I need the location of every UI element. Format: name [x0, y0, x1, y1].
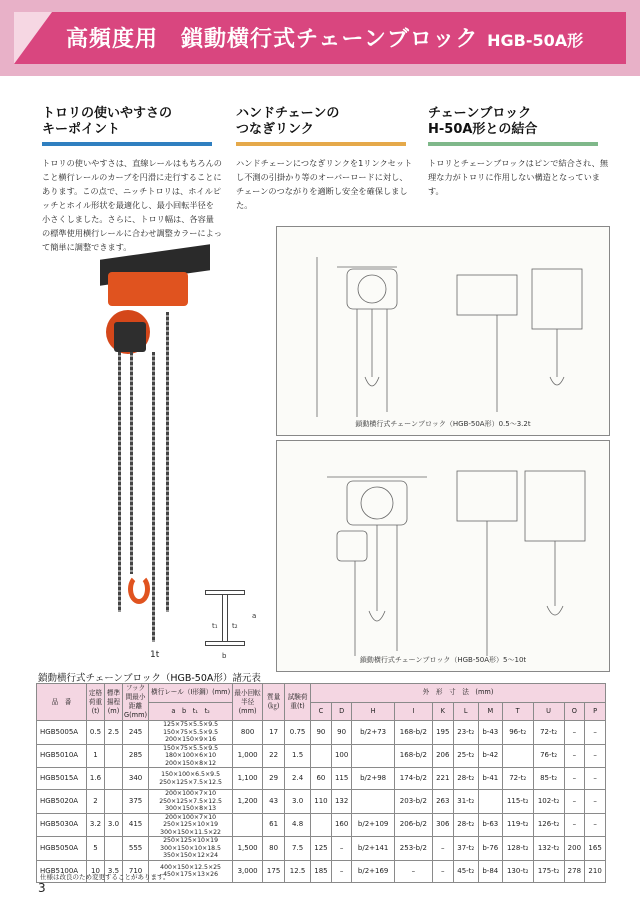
table-cell-d: 100 — [331, 744, 352, 768]
section-body: ハンドチェーンにつなぎリンクを1リンクセットし不測の引掛かり等のオーバーロードに対し、チェーンのつながりを適断し安全を確保しました。 — [236, 158, 413, 210]
ibeam-label-t2: t₂ — [232, 622, 238, 630]
table-cell-rail: 200×100×7×10 250×125×7.5×12.5 300×150×8×13 — [149, 790, 233, 814]
table-cell-o: – — [564, 721, 585, 745]
section-trolley — [42, 106, 222, 254]
hook-image — [128, 574, 150, 604]
hand-chain-image — [152, 352, 155, 642]
table-cell-c: 60 — [311, 768, 332, 790]
col-dim-p: P — [585, 702, 606, 721]
header-banner — [0, 0, 640, 76]
table-cell-d: 115 — [331, 768, 352, 790]
table-cell-k: 263 — [432, 790, 453, 814]
col-radius: 最小回転半径(mm) — [233, 684, 263, 721]
section-heading: チェーンブロック H-50A形との結合 — [428, 106, 538, 137]
table-cell-m: b-63 — [478, 813, 502, 837]
table-cell-d: 132 — [331, 790, 352, 814]
trolley-image — [108, 272, 188, 306]
table-cell-radius: 3,000 — [233, 860, 263, 882]
table-cell-d: – — [331, 860, 352, 882]
table-cell-h: b/2+98 — [352, 768, 394, 790]
table-cell-model: HGB5030A — [37, 813, 87, 837]
table-cell-h — [352, 790, 394, 814]
table-cell-h: b/2+169 — [352, 860, 394, 882]
table-cell-test: 3.0 — [285, 790, 311, 814]
table-cell-u: 102-t₂ — [533, 790, 564, 814]
table-cell-o: – — [564, 744, 585, 768]
table-cell-l: 28-t₂ — [453, 768, 478, 790]
table-cell-g: 285 — [123, 744, 149, 768]
table-cell-c: 185 — [311, 860, 332, 882]
col-dim-t: T — [502, 702, 533, 721]
table-cell-m: b-41 — [478, 768, 502, 790]
table-cell-l: 37-t₂ — [453, 837, 478, 861]
table-cell-u: 72-t₂ — [533, 721, 564, 745]
table-cell-m: b-42 — [478, 744, 502, 768]
table-cell-t: 72-t₂ — [502, 768, 533, 790]
table-cell-g: 710 — [123, 860, 149, 882]
table-cell-k: – — [432, 837, 453, 861]
table-cell-k: 195 — [432, 721, 453, 745]
table-cell-t: 115-t₂ — [502, 790, 533, 814]
table-cell-u: 76-t₂ — [533, 744, 564, 768]
table-cell-mass: 22 — [263, 744, 285, 768]
col-mass: 質量(㎏) — [263, 684, 285, 721]
table-cell-l: 31-t₂ — [453, 790, 478, 814]
title-text: 高頻度用 鎖動横行式チェーンブロック — [66, 27, 479, 52]
table-cell-rail: 150×75×5.5×9.5 180×100×6×10 200×150×8×12 — [149, 744, 233, 768]
photo-caption: 1t — [150, 650, 160, 660]
table-cell-i: 253-b/2 — [394, 837, 432, 861]
table-cell-k: 206 — [432, 744, 453, 768]
spec-table-title: 鎖動横行式チェーンブロック（HGB-50A形）諸元表 — [38, 673, 261, 684]
section-bar — [428, 142, 598, 146]
table-cell-mass: 29 — [263, 768, 285, 790]
table-cell-k: 221 — [432, 768, 453, 790]
table-cell-p: 210 — [585, 860, 606, 882]
table-cell-g: 555 — [123, 837, 149, 861]
table-cell-h: b/2+141 — [352, 837, 394, 861]
table-cell-lift — [105, 744, 123, 768]
table-cell-cap: 1 — [87, 744, 105, 768]
table-row — [37, 721, 606, 745]
drawing-caption: 鎖動横行式チェーンブロック（HGB-50A形）5〜10t — [359, 656, 527, 664]
section-body: トロリの使いやすさは、直線レールはもちろんのこと横行レールのカーブを円滑に走行することにあります。この点で、ニッチトロリは、ホイルピッチとホイル形状を最適化し、最小回転半径を小さくしました。さらに、トロリ幅は、各容量の標準使用横行レールに合わせ調整カラーによって簡単に調整できます。 — [42, 158, 222, 252]
table-cell-rail: 125×75×5.5×9.5 150×75×5.5×9.5 200×150×9×16 — [149, 721, 233, 745]
col-rail: 横行レール（I形鋼）(mm) — [149, 684, 233, 703]
table-cell-h: b/2+73 — [352, 721, 394, 745]
table-cell-i: 174-b/2 — [394, 768, 432, 790]
ibeam-web — [222, 595, 228, 641]
table-cell-cap: 0.5 — [87, 721, 105, 745]
table-cell-test: 4.8 — [285, 813, 311, 837]
table-cell-model: HGB5015A — [37, 768, 87, 790]
table-cell-m: b-43 — [478, 721, 502, 745]
table-cell-rail: 400×150×12.5×25 450×175×13×26 — [149, 860, 233, 882]
table-cell-l: 28-t₂ — [453, 813, 478, 837]
section-bar — [42, 142, 212, 146]
table-cell-g: 340 — [123, 768, 149, 790]
table-cell-test: 1.5 — [285, 744, 311, 768]
table-cell-radius: 1,100 — [233, 768, 263, 790]
table-cell-l: 23-t₂ — [453, 721, 478, 745]
col-dim-i: I — [394, 702, 432, 721]
table-cell-c: 110 — [311, 790, 332, 814]
table-cell-radius — [233, 813, 263, 837]
table-cell-rail: 250×125×10×19 300×150×10×18.5 350×150×12×24 — [149, 837, 233, 861]
table-cell-t: 96-t₂ — [502, 721, 533, 745]
technical-drawing-large — [276, 440, 610, 672]
table-cell-o: – — [564, 790, 585, 814]
col-dim-c: C — [311, 702, 332, 721]
page-number: 3 — [38, 881, 46, 895]
table-cell-t: 130-t₂ — [502, 860, 533, 882]
table-cell-d: 90 — [331, 721, 352, 745]
table-cell-o: – — [564, 768, 585, 790]
table-cell-h — [352, 744, 394, 768]
ibeam-diagram — [205, 590, 245, 646]
table-cell-c — [311, 813, 332, 837]
table-cell-l: 45-t₂ — [453, 860, 478, 882]
table-cell-c: 125 — [311, 837, 332, 861]
spec-table — [36, 683, 606, 883]
table-cell-p: – — [585, 790, 606, 814]
table-cell-o: 278 — [564, 860, 585, 882]
table-row — [37, 768, 606, 790]
ibeam-bottom-flange — [205, 641, 245, 646]
table-cell-test: 2.4 — [285, 768, 311, 790]
table-cell-d: 160 — [331, 813, 352, 837]
section-hand-chain — [236, 106, 414, 212]
technical-drawing-small — [276, 226, 610, 436]
col-rail-sub: a b t₁ t₂ — [149, 702, 233, 721]
table-cell-p: 165 — [585, 837, 606, 861]
section-body: トロリとチェーンブロックはピンで結合され、無理な力がトロリに作用しない構造となっています。 — [428, 158, 609, 196]
table-cell-i: 203-b/2 — [394, 790, 432, 814]
table-cell-u: 132-t₂ — [533, 837, 564, 861]
table-cell-i: 168-b/2 — [394, 744, 432, 768]
col-dim-k: K — [432, 702, 453, 721]
table-row — [37, 744, 606, 768]
table-cell-o: – — [564, 813, 585, 837]
drawing-lines — [277, 441, 611, 673]
col-test-load: 試験荷重(t) — [285, 684, 311, 721]
table-cell-i: 206-b/2 — [394, 813, 432, 837]
section-bar — [236, 142, 406, 146]
table-cell-h: b/2+109 — [352, 813, 394, 837]
table-cell-m: b-76 — [478, 837, 502, 861]
drawing-caption: 鎖動横行式チェーンブロック（HGB-50A形）0.5〜3.2t — [355, 420, 531, 428]
table-cell-c — [311, 744, 332, 768]
table-cell-test: 0.75 — [285, 721, 311, 745]
table-cell-u: 175-t₂ — [533, 860, 564, 882]
col-dimensions: 外 形 寸 法 (mm) — [311, 684, 606, 703]
table-cell-g: 375 — [123, 790, 149, 814]
table-cell-cap: 2 — [87, 790, 105, 814]
table-cell-t: 128-t₂ — [502, 837, 533, 861]
table-cell-lift — [105, 768, 123, 790]
table-cell-cap: 1.6 — [87, 768, 105, 790]
table-cell-i: 168-b/2 — [394, 721, 432, 745]
table-cell-model: HGB5100A — [37, 860, 87, 882]
table-cell-m — [478, 790, 502, 814]
table-cell-mass: 175 — [263, 860, 285, 882]
hand-chain-image — [118, 352, 121, 612]
section-heading: トロリの使いやすさの キーポイント — [42, 106, 173, 137]
table-cell-model: HGB5010A — [37, 744, 87, 768]
table-cell-radius: 1,000 — [233, 744, 263, 768]
load-chain-image — [130, 352, 133, 574]
header-accent — [14, 12, 52, 64]
table-row — [37, 837, 606, 861]
table-cell-k: 306 — [432, 813, 453, 837]
hoist-body-image — [114, 322, 146, 352]
spec-table-body — [37, 721, 606, 883]
table-cell-model: HGB5005A — [37, 721, 87, 745]
col-hook-distance: フック間最小距離G(mm) — [124, 684, 148, 719]
col-lift: 標準揚程(m) — [105, 684, 123, 721]
table-cell-radius: 1,500 — [233, 837, 263, 861]
table-cell-p: – — [585, 768, 606, 790]
table-row — [37, 813, 606, 837]
table-row — [37, 790, 606, 814]
product-photo — [88, 252, 198, 660]
table-cell-i: – — [394, 860, 432, 882]
spec-note: 仕様は改良のため変更することがあります。 — [40, 873, 170, 881]
col-dim-h: H — [352, 702, 394, 721]
table-cell-k: – — [432, 860, 453, 882]
table-cell-g: 245 — [123, 721, 149, 745]
col-dim-m: M — [478, 702, 502, 721]
table-cell-p: – — [585, 721, 606, 745]
table-cell-lift — [105, 790, 123, 814]
col-dim-d: D — [331, 702, 352, 721]
table-cell-rail: 150×100×6.5×9.5 250×125×7.5×12.5 — [149, 768, 233, 790]
section-coupling — [428, 106, 610, 198]
table-cell-d: – — [331, 837, 352, 861]
table-cell-cap: 10 — [87, 860, 105, 882]
title-model: HGB-50A形 — [487, 31, 584, 50]
table-cell-l: 25-t₂ — [453, 744, 478, 768]
ibeam-label-a: a — [252, 612, 257, 620]
table-cell-rail: 200×100×7×10 250×125×10×19 300×150×11.5×22 — [149, 813, 233, 837]
table-cell-u: 126-t₂ — [533, 813, 564, 837]
ibeam-label-t1: t₁ — [212, 622, 218, 630]
table-cell-m: b-84 — [478, 860, 502, 882]
col-capacity: 定格荷重(t) — [87, 684, 105, 721]
table-cell-lift: 3.0 — [105, 813, 123, 837]
table-cell-mass: 17 — [263, 721, 285, 745]
section-heading: ハンドチェーンの つなぎリンク — [236, 106, 340, 137]
col-dim-u: U — [533, 702, 564, 721]
table-cell-lift — [105, 837, 123, 861]
table-cell-lift: 2.5 — [105, 721, 123, 745]
table-cell-test: 12.5 — [285, 860, 311, 882]
table-cell-mass: 43 — [263, 790, 285, 814]
table-cell-radius: 800 — [233, 721, 263, 745]
col-dim-o: O — [564, 702, 585, 721]
table-cell-p: – — [585, 744, 606, 768]
table-cell-o: 200 — [564, 837, 585, 861]
table-cell-mass: 61 — [263, 813, 285, 837]
table-cell-t — [502, 744, 533, 768]
table-cell-c: 90 — [311, 721, 332, 745]
table-cell-g: 415 — [123, 813, 149, 837]
table-cell-p: – — [585, 813, 606, 837]
table-cell-radius: 1,200 — [233, 790, 263, 814]
table-cell-u: 85-t₂ — [533, 768, 564, 790]
table-cell-mass: 80 — [263, 837, 285, 861]
drawing-lines — [277, 227, 611, 437]
table-cell-cap: 3.2 — [87, 813, 105, 837]
table-cell-test: 7.5 — [285, 837, 311, 861]
table-cell-cap: 5 — [87, 837, 105, 861]
page-title — [66, 22, 583, 53]
table-cell-t: 119-t₂ — [502, 813, 533, 837]
ibeam-label-b: b — [222, 652, 227, 660]
table-cell-model: HGB5050A — [37, 837, 87, 861]
col-model: 品 番 — [37, 684, 87, 721]
col-dim-l: L — [453, 702, 478, 721]
table-cell-lift: 3.5 — [105, 860, 123, 882]
hand-chain-image — [166, 312, 169, 612]
table-cell-model: HGB5020A — [37, 790, 87, 814]
